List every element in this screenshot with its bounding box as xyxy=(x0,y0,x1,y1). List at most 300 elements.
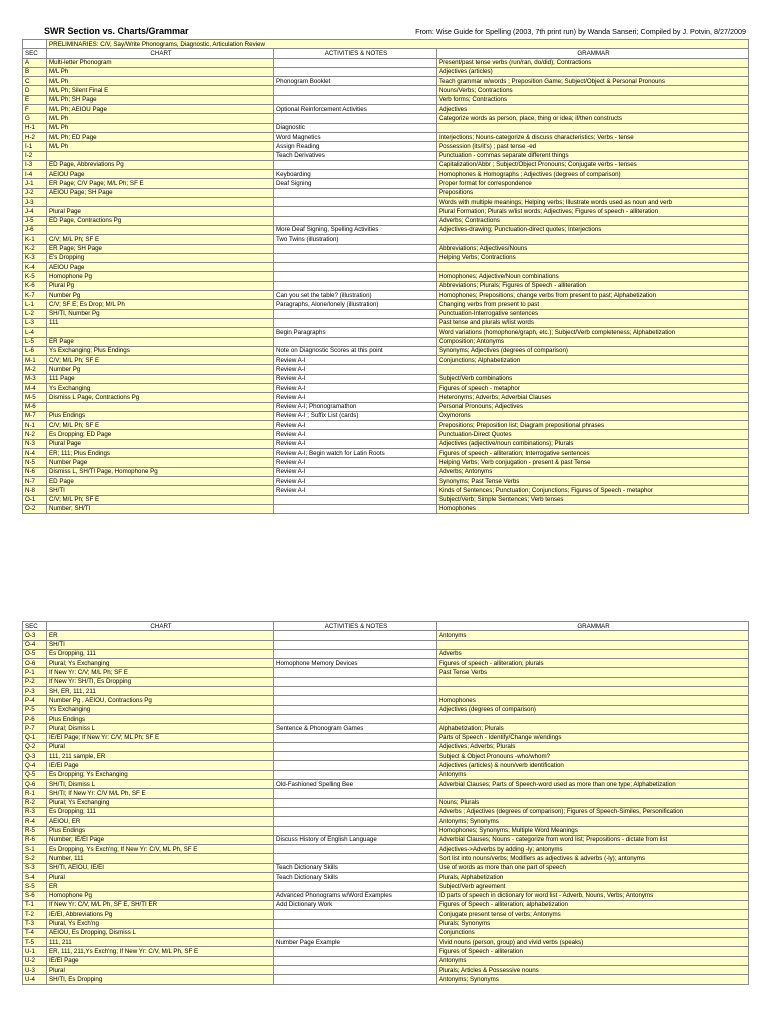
grammar-cell: Helping Verbs; Verb conjugation - present & past Tense xyxy=(437,458,749,467)
grammar-cell xyxy=(437,640,749,649)
table-row xyxy=(23,123,749,132)
sec-cell: K-5 xyxy=(23,272,47,281)
sec-cell: Q-1 xyxy=(23,733,47,742)
chart-cell: ED Page xyxy=(47,476,274,485)
chart-cell: Ys Exchanging xyxy=(47,383,274,392)
chart-cell: C/V; M/L Ph; SF E xyxy=(47,421,274,430)
table-row xyxy=(23,476,749,485)
sec-cell: N-6 xyxy=(23,467,47,476)
chart-cell: Homophone Pg xyxy=(47,891,274,900)
table-row xyxy=(23,300,749,309)
grammar-cell: Abbreviations; Adjectives/Nouns xyxy=(437,244,749,253)
chart-cell: IE/EI Page xyxy=(47,956,274,965)
grammar-cell: Oxymorons xyxy=(437,411,749,420)
sec-cell: O-4 xyxy=(23,640,47,649)
grammar-cell: Possession (its/it's) ; past tense -ed xyxy=(437,142,749,151)
table-row xyxy=(23,724,749,733)
sec-cell: L-6 xyxy=(23,346,47,355)
sec-cell: O-1 xyxy=(23,495,47,504)
sec-cell: F xyxy=(23,105,47,114)
sec-cell: P-7 xyxy=(23,724,47,733)
chart-cell: SH/TI; If New Yr: C/V M/L Ph, SF E xyxy=(47,789,274,798)
sec-cell: I-1 xyxy=(23,142,47,151)
sec-cell: J-6 xyxy=(23,225,47,234)
table-row xyxy=(23,198,749,207)
chart-cell: ER; 111; Plus Endings xyxy=(47,449,274,458)
table-row xyxy=(23,95,749,104)
table-row xyxy=(23,761,749,770)
sec-cell: S-6 xyxy=(23,891,47,900)
table-row xyxy=(23,807,749,816)
table-row xyxy=(23,439,749,448)
sec-cell: A xyxy=(23,58,47,67)
chart-cell: Dismiss L Page, Contractions Pg xyxy=(47,393,274,402)
sec-cell: L-3 xyxy=(23,318,47,327)
grammar-cell: Personal Pronouns; Adjectives xyxy=(437,402,749,411)
grammar-cell: Homophones; Prepositions; change verbs from present to past; Alphabetization xyxy=(437,291,749,300)
grammar-cell: Homophones; Synonyms; Multiple Word Meanings xyxy=(437,826,749,835)
sec-cell: K-2 xyxy=(23,244,47,253)
grammar-cell: Figures of Speech - alliteration; alphabetization xyxy=(437,900,749,909)
activities-cell xyxy=(274,770,437,779)
sec-cell: J-1 xyxy=(23,179,47,188)
sec-cell: N-2 xyxy=(23,430,47,439)
activities-cell xyxy=(274,705,437,714)
sec-cell: I-4 xyxy=(23,170,47,179)
sec-cell: T-3 xyxy=(23,919,47,928)
chart-cell: AEIOU Page xyxy=(47,170,274,179)
grammar-cell: Plurals; Articles & Possessive nouns xyxy=(437,965,749,974)
activities-cell: Add Dictionary Work xyxy=(274,900,437,909)
sec-cell: S-4 xyxy=(23,873,47,882)
sec-cell: O-2 xyxy=(23,504,47,513)
grammar-cell: Past Tense Verbs xyxy=(437,668,749,677)
activities-cell xyxy=(274,188,437,197)
sec-cell: T-1 xyxy=(23,900,47,909)
grammar-cell: Conjunctions; Alphabetization xyxy=(437,356,749,365)
grammar-cell: Vivid nouns (person, group) and vivid verbs (speaks) xyxy=(437,938,749,947)
table-row xyxy=(23,383,749,392)
table-row xyxy=(23,863,749,872)
table-row xyxy=(23,789,749,798)
activities-cell xyxy=(274,928,437,937)
grammar-cell: Interjections; Nouns-categorize & discuss characteristics; Verbs - tense xyxy=(437,132,749,141)
grammar-cell xyxy=(437,714,749,723)
grammar-cell: Subject/Verb; Simple Sentences; Verb tenses xyxy=(437,495,749,504)
document-source: From: Wise Guide for Spelling (2003, 7th print run) by Wanda Sanseri; Compiled by J. Potvin, 8/27/2009 xyxy=(415,27,746,36)
activities-cell xyxy=(274,337,437,346)
grammar-cell: Homophones & Homographs ; Adjectives (degrees of comparison) xyxy=(437,170,749,179)
sec-cell: I-2 xyxy=(23,151,47,160)
activities-cell xyxy=(274,807,437,816)
chart-cell: AEIOU, ER xyxy=(47,817,274,826)
activities-cell xyxy=(274,263,437,272)
chart-cell: If New Yr: C/V, M/L Ph, SF E, SH/TI ER xyxy=(47,900,274,909)
col-header-activities: ACTIVITIES & NOTES xyxy=(274,622,437,631)
sec-cell: M-3 xyxy=(23,374,47,383)
sec-cell: O-3 xyxy=(23,631,47,640)
activities-cell xyxy=(274,826,437,835)
activities-cell xyxy=(274,975,437,984)
chart-cell: ED Page, Abbreviations Pg xyxy=(47,160,274,169)
activities-cell: Teach Derivatives xyxy=(274,151,437,160)
activities-cell xyxy=(274,742,437,751)
grammar-cell: Use of words as more than one part of speech xyxy=(437,863,749,872)
activities-cell: Review A-I xyxy=(274,458,437,467)
chart-cell: C/V; M/L Ph; SF E xyxy=(47,235,274,244)
table-row xyxy=(23,235,749,244)
activities-cell xyxy=(274,495,437,504)
grammar-cell: Changing verbs from present to past xyxy=(437,300,749,309)
sec-cell: L-2 xyxy=(23,309,47,318)
activities-cell xyxy=(274,817,437,826)
table-row xyxy=(23,467,749,476)
activities-cell xyxy=(274,281,437,290)
table-row xyxy=(23,835,749,844)
activities-cell xyxy=(274,253,437,262)
sec-cell: Q-6 xyxy=(23,780,47,789)
table-row xyxy=(23,393,749,402)
grammar-cell: Kinds of Sentences; Punctuation; Conjunctions; Figures of Speech - metaphor xyxy=(437,486,749,495)
grammar-cell: Present/past tense verbs (run/ran, do/did); Contractions xyxy=(437,58,749,67)
chart-cell: M/L Ph; ED Page xyxy=(47,132,274,141)
activities-cell: Review A-I xyxy=(274,365,437,374)
chart-cell: Plural, Ys Exch'ng xyxy=(47,919,274,928)
table-row xyxy=(23,714,749,723)
activities-cell xyxy=(274,789,437,798)
table-row xyxy=(23,900,749,909)
activities-cell xyxy=(274,854,437,863)
table-row xyxy=(23,965,749,974)
activities-cell xyxy=(274,309,437,318)
chart-cell: If New Yr: C/V; M/L Ph; SF E xyxy=(47,668,274,677)
col-header-grammar: GRAMMAR xyxy=(437,622,749,631)
table-row xyxy=(23,631,749,640)
grammar-cell: Punctuation - commas separate different things xyxy=(437,151,749,160)
chart-cell: Number; IE/EI Page xyxy=(47,835,274,844)
chart-cell: Es Dropping; Ys Exchanging xyxy=(47,770,274,779)
table-row xyxy=(23,142,749,151)
table-row xyxy=(23,928,749,937)
chart-cell: E's Dropping xyxy=(47,253,274,262)
grammar-cell: Adverbial Clauses; Parts of Speech-word used as more than one type; Alphabetization xyxy=(437,780,749,789)
grammar-cell: Homophones; Adjective/Noun combinations xyxy=(437,272,749,281)
chart-cell: M/L Ph xyxy=(47,67,274,76)
chart-cell: 111 Page xyxy=(47,374,274,383)
activities-cell xyxy=(274,58,437,67)
table-row xyxy=(23,318,749,327)
activities-cell: Optional Reinforcement Activities xyxy=(274,105,437,114)
sec-cell: U-3 xyxy=(23,965,47,974)
sec-cell: S-2 xyxy=(23,854,47,863)
table-row xyxy=(23,449,749,458)
grammar-cell xyxy=(437,789,749,798)
chart-cell: ER Page; SH Page xyxy=(47,244,274,253)
activities-cell xyxy=(274,956,437,965)
chart-cell: ER Page; C/V Page; M/L Ph; SF E xyxy=(47,179,274,188)
table-row xyxy=(23,179,749,188)
table-row xyxy=(23,402,749,411)
col-header-grammar: GRAMMAR xyxy=(437,49,749,58)
sec-cell: O-5 xyxy=(23,649,47,658)
table-row xyxy=(23,356,749,365)
sec-cell: H-1 xyxy=(23,123,47,132)
grammar-cell: Sort list into nouns/verbs; Modifiers as adjectives & adverbs (-ly); antonyms xyxy=(437,854,749,863)
activities-cell xyxy=(274,216,437,225)
chart-cell: Number Pg xyxy=(47,291,274,300)
activities-cell xyxy=(274,714,437,723)
table-row xyxy=(23,733,749,742)
grammar-cell: Punctuation-Interrogative sentences xyxy=(437,309,749,318)
chart-cell: 111, 211 sample, ER xyxy=(47,752,274,761)
activities-cell: Deaf Signing xyxy=(274,179,437,188)
table-row xyxy=(23,687,749,696)
chart-cell: If New Yr: SH/TI, Es Dropping xyxy=(47,677,274,686)
grammar-cell: Homophones xyxy=(437,696,749,705)
grammar-cell: Adjectives (degrees of comparison) xyxy=(437,705,749,714)
chart-cell: AEIOU Page; SH Page xyxy=(47,188,274,197)
chart-cell: M/L Ph xyxy=(47,142,274,151)
grammar-cell: Figures of Speech - alliteration xyxy=(437,947,749,956)
activities-cell: Review A-I xyxy=(274,486,437,495)
col-header-activities: ACTIVITIES & NOTES xyxy=(274,49,437,58)
chart-cell: M/L Ph; AEIOU Page xyxy=(47,105,274,114)
table-row xyxy=(23,975,749,984)
sec-cell: M-1 xyxy=(23,356,47,365)
chart-cell: M/L Ph xyxy=(47,123,274,132)
sec-cell: Q-3 xyxy=(23,752,47,761)
sec-cell: J-5 xyxy=(23,216,47,225)
grammar-cell: Prepositions xyxy=(437,188,749,197)
section-chart-table-1 xyxy=(22,39,749,514)
table-row xyxy=(23,873,749,882)
grammar-cell: Proper format for correspondence xyxy=(437,179,749,188)
sec-cell xyxy=(23,40,47,49)
chart-cell: Plus Endings xyxy=(47,714,274,723)
grammar-cell: Categorize words as person, place, thing or idea; if/then constructs xyxy=(437,114,749,123)
activities-cell xyxy=(274,668,437,677)
activities-cell: Review A-I xyxy=(274,374,437,383)
activities-cell: Discuss History of English Language xyxy=(274,835,437,844)
activities-cell xyxy=(274,910,437,919)
sec-cell: P-3 xyxy=(23,687,47,696)
chart-cell: Plural Page xyxy=(47,439,274,448)
chart-cell: Homophone Pg xyxy=(47,272,274,281)
sec-cell: R-4 xyxy=(23,817,47,826)
grammar-cell: Subject & Object Pronouns -who/whom? xyxy=(437,752,749,761)
activities-cell xyxy=(274,677,437,686)
grammar-cell xyxy=(437,687,749,696)
chart-cell: ED Page, Contractions Pg xyxy=(47,216,274,225)
chart-cell: IE/EI Page; If New Yr: C/V; ML Ph; SF E xyxy=(47,733,274,742)
table-row xyxy=(23,947,749,956)
sec-cell: I-3 xyxy=(23,160,47,169)
sec-cell: S-3 xyxy=(23,863,47,872)
table-row xyxy=(23,328,749,337)
activities-cell: Review A-I xyxy=(274,476,437,485)
table-row xyxy=(23,742,749,751)
col-header-sec: SEC xyxy=(23,622,47,631)
chart-cell: SH/TI, Es Dropping xyxy=(47,975,274,984)
table-row xyxy=(23,677,749,686)
grammar-cell: Adjectives (articles) xyxy=(437,67,749,76)
table-row xyxy=(23,430,749,439)
grammar-cell: Heteronyms; Adverbs; Adverbial Clauses xyxy=(437,393,749,402)
table-row xyxy=(23,77,749,86)
table-row xyxy=(23,705,749,714)
table-row xyxy=(23,770,749,779)
sec-cell: J-3 xyxy=(23,198,47,207)
sec-cell: Q-2 xyxy=(23,742,47,751)
grammar-cell: Punctuation-Direct Quotes xyxy=(437,430,749,439)
chart-cell: SH/TI xyxy=(47,640,274,649)
activities-cell: Can you set the table? (illustration) xyxy=(274,291,437,300)
sec-cell: H-2 xyxy=(23,132,47,141)
table-row xyxy=(23,151,749,160)
grammar-cell: Adverbs; Contractions xyxy=(437,216,749,225)
table-row xyxy=(23,374,749,383)
grammar-cell: Verb forms; Contractions xyxy=(437,95,749,104)
table-row xyxy=(23,696,749,705)
preliminaries-row xyxy=(23,40,749,49)
grammar-cell: Words with multiple meanings; Helping verbs; Illustrate words used as noun and verb xyxy=(437,198,749,207)
activities-cell xyxy=(274,649,437,658)
chart-cell: Plural; Ys Exchanging xyxy=(47,798,274,807)
sec-cell: M-6 xyxy=(23,402,47,411)
table-row xyxy=(23,272,749,281)
activities-cell xyxy=(274,919,437,928)
activities-cell: Paragraphs, Alone/lonely (illustration) xyxy=(274,300,437,309)
grammar-cell: Alphabetization; Plurals xyxy=(437,724,749,733)
table-row xyxy=(23,253,749,262)
grammar-cell: Antonyms xyxy=(437,631,749,640)
chart-cell: M/L Ph xyxy=(47,114,274,123)
sec-cell: U-2 xyxy=(23,956,47,965)
chart-cell: Number Page xyxy=(47,458,274,467)
sec-cell: N-4 xyxy=(23,449,47,458)
sec-cell: R-5 xyxy=(23,826,47,835)
activities-cell xyxy=(274,318,437,327)
sec-cell: K-1 xyxy=(23,235,47,244)
grammar-cell: Antonyms xyxy=(437,770,749,779)
table-row xyxy=(23,891,749,900)
table-row xyxy=(23,649,749,658)
grammar-cell: Subject/Verb agreement xyxy=(437,882,749,891)
grammar-cell: Adjectives->Adverbs by adding -ly; antonyms xyxy=(437,845,749,854)
chart-cell: Plus Endings xyxy=(47,411,274,420)
chart-cell: Plural; Dismiss L xyxy=(47,724,274,733)
table-row xyxy=(23,882,749,891)
grammar-cell: Figures of speech - alliteration; plurals xyxy=(437,659,749,668)
column-header-row xyxy=(23,49,749,58)
table-row xyxy=(23,365,749,374)
table-row xyxy=(23,86,749,95)
table-row xyxy=(23,132,749,141)
grammar-cell: Past tense and plurals w/list words xyxy=(437,318,749,327)
grammar-cell: Abbreviations; Plurals; Figures of Speech - alliteration xyxy=(437,281,749,290)
sec-cell: S-5 xyxy=(23,882,47,891)
grammar-cell: Word variations (homophone/graph, etc.); Subject/Verb completeness; Alphabetization xyxy=(437,328,749,337)
sec-cell: K-3 xyxy=(23,253,47,262)
activities-cell xyxy=(274,845,437,854)
table-row xyxy=(23,640,749,649)
activities-cell xyxy=(274,640,437,649)
grammar-cell: Adjectives; Adverbs; Plurals xyxy=(437,742,749,751)
chart-cell: IE/EI, Abbreviations Pg xyxy=(47,910,274,919)
sec-cell: N-3 xyxy=(23,439,47,448)
chart-cell: SH/TI, Number Pg xyxy=(47,309,274,318)
chart-cell: M/L Ph; SH Page xyxy=(47,95,274,104)
activities-cell xyxy=(274,761,437,770)
activities-cell xyxy=(274,244,437,253)
activities-cell: Review A-I; Begin watch for Latin Roots xyxy=(274,449,437,458)
sec-cell: T-4 xyxy=(23,928,47,937)
chart-cell: Dismiss L, SH/TI Page, Homophone Pg xyxy=(47,467,274,476)
grammar-cell: Conjunctions xyxy=(437,928,749,937)
table-row xyxy=(23,504,749,513)
activities-cell xyxy=(274,733,437,742)
sec-cell: T-2 xyxy=(23,910,47,919)
chart-cell: SH/TI xyxy=(47,486,274,495)
grammar-cell: Antonyms; Synonyms xyxy=(437,975,749,984)
sec-cell: O-6 xyxy=(23,659,47,668)
chart-cell xyxy=(47,151,274,160)
activities-cell xyxy=(274,198,437,207)
grammar-cell: Adjectives (articles) & noun/verb identification xyxy=(437,761,749,770)
sec-cell: Q-4 xyxy=(23,761,47,770)
chart-cell: SH, ER, 111, 211 xyxy=(47,687,274,696)
grammar-cell xyxy=(437,123,749,132)
grammar-cell: Teach grammar w/words ; Preposition Game; Subject/Object & Personal Pronouns xyxy=(437,77,749,86)
table-row xyxy=(23,668,749,677)
sec-cell: Q-5 xyxy=(23,770,47,779)
chart-cell: SH/TI, Dismiss L xyxy=(47,780,274,789)
grammar-cell: Parts of Speech - Identify/Change w/endings xyxy=(437,733,749,742)
table-row xyxy=(23,346,749,355)
activities-cell: Assign Reading xyxy=(274,142,437,151)
activities-cell: Review A-I xyxy=(274,356,437,365)
chart-cell: Plural Page xyxy=(47,207,274,216)
activities-cell xyxy=(274,947,437,956)
activities-cell: Review A-I xyxy=(274,439,437,448)
activities-cell: Diagnostic xyxy=(274,123,437,132)
table-row xyxy=(23,160,749,169)
activities-cell: Teach Dictionary Skills xyxy=(274,863,437,872)
grammar-cell: Antonyms xyxy=(437,956,749,965)
sec-cell: B xyxy=(23,67,47,76)
grammar-cell: Nouns; Plurals xyxy=(437,798,749,807)
sec-cell: R-3 xyxy=(23,807,47,816)
chart-cell: Number; SH/TI xyxy=(47,504,274,513)
chart-cell: Plural xyxy=(47,873,274,882)
activities-cell xyxy=(274,86,437,95)
activities-cell: Review A-I xyxy=(274,393,437,402)
activities-cell: Review A-I xyxy=(274,467,437,476)
activities-cell: Word Magnetics xyxy=(274,132,437,141)
sec-cell: K-4 xyxy=(23,263,47,272)
chart-cell: C/V; M/L Ph; SF E xyxy=(47,356,274,365)
grammar-cell: Conjugate present tense of verbs; Antonyms xyxy=(437,910,749,919)
sec-cell: N-1 xyxy=(23,421,47,430)
chart-cell: M/L Ph; Silent Final E xyxy=(47,86,274,95)
table-row xyxy=(23,798,749,807)
sec-cell: C xyxy=(23,77,47,86)
grammar-cell xyxy=(437,263,749,272)
table-row xyxy=(23,659,749,668)
chart-cell: Plural; Ys Exchanging xyxy=(47,659,274,668)
chart-cell xyxy=(47,402,274,411)
chart-cell: Number, 111 xyxy=(47,854,274,863)
